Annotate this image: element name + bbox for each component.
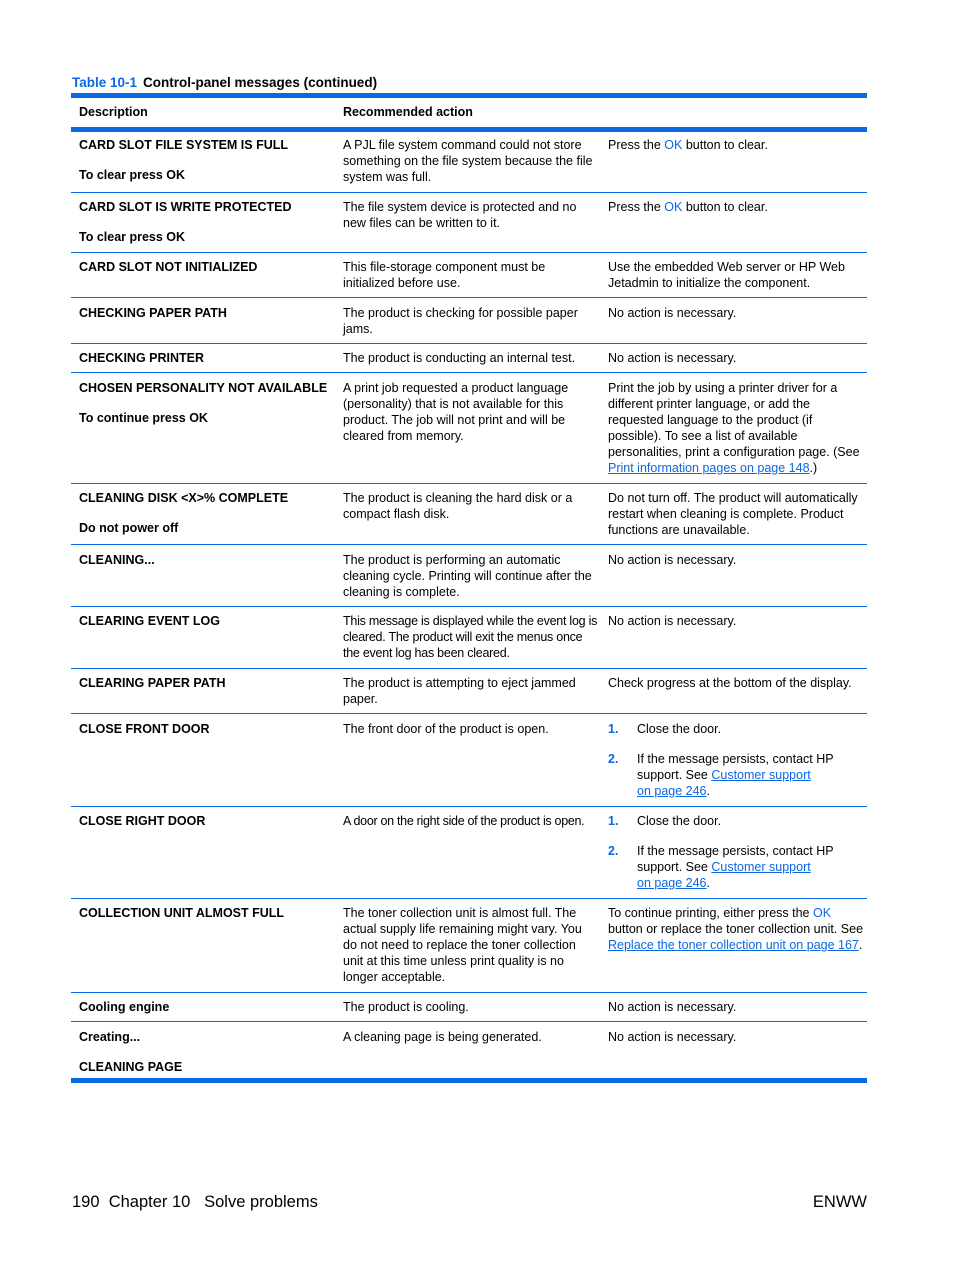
message-cell bbox=[79, 137, 334, 183]
row-divider bbox=[71, 252, 867, 253]
row-divider bbox=[71, 806, 867, 807]
message-text: CHECKING PAPER PATH bbox=[79, 306, 227, 320]
ok-key: OK bbox=[812, 906, 832, 920]
message-text: Creating... bbox=[79, 1030, 141, 1044]
description-cell: A print job requested a product language (personality) that is not available for this product. The job will not print and will be cleared from memory. bbox=[343, 381, 569, 443]
table-number: Table 10-1 bbox=[72, 75, 138, 90]
description-cell: This file-storage component must be initialized before use. bbox=[343, 260, 546, 290]
message-cell bbox=[79, 199, 334, 245]
table-caption bbox=[72, 75, 377, 90]
print-info-pages-link[interactable]: Print information pages on page 148 bbox=[608, 461, 810, 475]
page-number: 190 bbox=[72, 1193, 100, 1211]
chapter-label: Chapter 10 bbox=[108, 1193, 191, 1211]
customer-support-link[interactable]: Customer support bbox=[711, 860, 811, 874]
action-cell: To continue printing, either press the OK button or replace the toner collection unit. See Replace the toner collection unit on page 167. bbox=[608, 906, 864, 952]
message-text: CHECKING PRINTER bbox=[79, 351, 205, 365]
message-subtext: To clear press OK bbox=[79, 230, 186, 244]
description-cell: This message is displayed while the event log is cleared. The product will exit the menus once the event log has been cleared. bbox=[343, 614, 598, 660]
header-rule bbox=[71, 127, 867, 132]
action-cell: Press the OK button to clear. bbox=[608, 138, 768, 152]
message-text: CARD SLOT FILE SYSTEM IS FULL bbox=[79, 138, 289, 152]
action-cell: No action is necessary. bbox=[608, 306, 737, 320]
column-header-description: Description bbox=[79, 105, 148, 119]
customer-support-page-link[interactable]: on page 246 bbox=[637, 784, 707, 798]
message-text: CLOSE FRONT DOOR bbox=[79, 722, 210, 736]
table-bottom-rule bbox=[71, 1078, 867, 1083]
action-cell bbox=[608, 721, 866, 799]
action-step: 1. Close the door. bbox=[608, 722, 722, 736]
ok-key: OK bbox=[664, 138, 683, 152]
message-subtext: To clear press OK bbox=[79, 168, 186, 182]
message-text: CLEANING... bbox=[79, 553, 155, 567]
action-cell: Do not turn off. The product will automatically restart when cleaning is complete. Product functions are unavailable. bbox=[608, 491, 858, 537]
message-subtext: Do not power off bbox=[79, 521, 179, 535]
description-cell: A cleaning page is being generated. bbox=[343, 1030, 542, 1044]
description-cell: The product is attempting to eject jammed paper. bbox=[343, 676, 576, 706]
description-cell: The product is checking for possible paper jams. bbox=[343, 306, 578, 336]
step-number: 1. bbox=[608, 722, 619, 736]
action-cell: No action is necessary. bbox=[608, 1030, 737, 1044]
row-divider bbox=[71, 372, 867, 373]
description-cell: The product is conducting an internal test. bbox=[343, 351, 576, 365]
customer-support-page-link[interactable]: on page 246 bbox=[637, 876, 707, 890]
message-text: Cooling engine bbox=[79, 1000, 170, 1014]
message-cell bbox=[79, 1029, 334, 1075]
column-header-action: Recommended action bbox=[343, 105, 473, 119]
action-step: 2. If the message persists, contact HP support. See Customer support on page 246. bbox=[608, 752, 834, 798]
page-footer bbox=[72, 1193, 318, 1212]
row-divider bbox=[71, 343, 867, 344]
row-divider bbox=[71, 1021, 867, 1022]
action-cell: Use the embedded Web server or HP Web Jetadmin to initialize the component. bbox=[608, 260, 845, 290]
action-cell: No action is necessary. bbox=[608, 553, 737, 567]
message-text: CHOSEN PERSONALITY NOT AVAILABLE bbox=[79, 381, 328, 395]
table-top-rule bbox=[71, 93, 867, 98]
message-cell bbox=[79, 380, 334, 426]
description-cell: The product is performing an automatic cleaning cycle. Printing will continue after the cleaning is complete. bbox=[343, 553, 592, 599]
message-text: COLLECTION UNIT ALMOST FULL bbox=[79, 906, 285, 920]
message-text: CARD SLOT IS WRITE PROTECTED bbox=[79, 200, 292, 214]
description-cell: The product is cooling. bbox=[343, 1000, 469, 1014]
row-divider bbox=[71, 668, 867, 669]
message-text: CLEANING DISK <X>% COMPLETE bbox=[79, 491, 289, 505]
replace-toner-collection-link[interactable]: Replace the toner collection unit on page 167 bbox=[608, 938, 859, 952]
row-divider bbox=[71, 483, 867, 484]
row-divider bbox=[71, 192, 867, 193]
description-cell: The product is cleaning the hard disk or a compact flash disk. bbox=[343, 491, 573, 521]
action-cell bbox=[608, 813, 866, 891]
message-text: CARD SLOT NOT INITIALIZED bbox=[79, 260, 258, 274]
message-cell bbox=[79, 490, 334, 536]
row-divider bbox=[71, 544, 867, 545]
description-cell: The file system device is protected and no new files can be written to it. bbox=[343, 200, 577, 230]
action-cell: Check progress at the bottom of the display. bbox=[608, 676, 852, 690]
description-cell: A door on the right side of the product is open. bbox=[343, 814, 585, 828]
action-cell: No action is necessary. bbox=[608, 614, 737, 628]
table-title: Control-panel messages (continued) bbox=[143, 75, 378, 90]
row-divider bbox=[71, 898, 867, 899]
section-label: Solve problems bbox=[204, 1193, 318, 1211]
row-divider bbox=[71, 992, 867, 993]
message-text: CLEARING EVENT LOG bbox=[79, 614, 220, 628]
row-divider bbox=[71, 297, 867, 298]
action-cell: Print the job by using a printer driver for a different printer language, or add the requested language to the product (if possible). To see a list of available personalities, print a configuration page. (See Print information pages on page 148.) bbox=[608, 381, 860, 475]
row-divider bbox=[71, 606, 867, 607]
customer-support-link[interactable]: Customer support bbox=[711, 768, 811, 782]
description-cell: The front door of the product is open. bbox=[343, 722, 549, 736]
step-number: 2. bbox=[608, 752, 619, 766]
step-number: 2. bbox=[608, 844, 619, 858]
ok-key: OK bbox=[664, 200, 683, 214]
message-subtext: To continue press OK bbox=[79, 411, 208, 425]
description-cell: The toner collection unit is almost full. The actual supply life remaining might vary. You do not need to replace the toner collection unit at this time unless print quality is no longer acceptable. bbox=[343, 906, 582, 984]
row-divider bbox=[71, 713, 867, 714]
message-text: CLEARING PAPER PATH bbox=[79, 676, 226, 690]
action-step: 1. Close the door. bbox=[608, 814, 722, 828]
action-cell: No action is necessary. bbox=[608, 1000, 737, 1014]
footer-code: ENWW bbox=[812, 1193, 867, 1211]
action-step: 2. If the message persists, contact HP support. See Customer support on page 246. bbox=[608, 844, 834, 890]
action-cell: Press the OK button to clear. bbox=[608, 200, 768, 214]
action-cell: No action is necessary. bbox=[608, 351, 737, 365]
message-text: CLOSE RIGHT DOOR bbox=[79, 814, 206, 828]
description-cell: A PJL file system command could not store something on the file system because the file system was full. bbox=[343, 138, 593, 184]
step-number: 1. bbox=[608, 814, 619, 828]
message-subtext: CLEANING PAGE bbox=[79, 1060, 183, 1074]
